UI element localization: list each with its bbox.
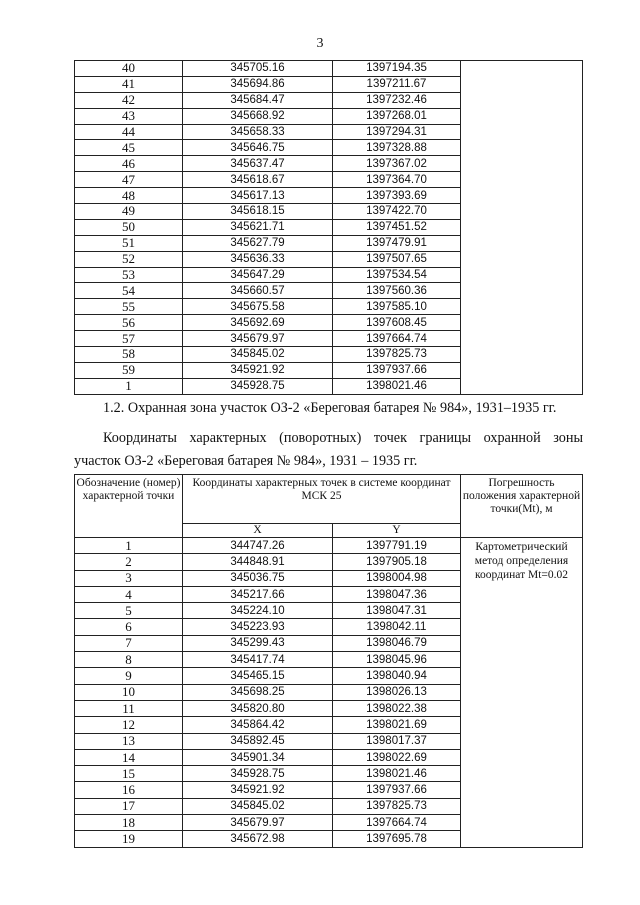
point-number: 48 [75, 188, 183, 204]
coord-y: 1397560.36 [333, 283, 461, 299]
coord-y: 1398021.69 [333, 717, 461, 733]
point-number: 47 [75, 172, 183, 188]
coord-x: 345647.29 [183, 267, 333, 283]
coord-y: 1397937.66 [333, 362, 461, 378]
coord-y: 1397585.10 [333, 299, 461, 315]
page-number: 3 [316, 36, 324, 51]
coord-y: 1397905.18 [333, 554, 461, 570]
point-number: 57 [75, 331, 183, 347]
coord-x: 345223.93 [183, 619, 333, 635]
coord-y: 1397825.73 [333, 798, 461, 814]
point-number: 1 [75, 378, 183, 394]
coord-y: 1397232.46 [333, 92, 461, 108]
point-number: 10 [75, 684, 183, 700]
point-number: 56 [75, 315, 183, 331]
coord-y: 1398022.38 [333, 700, 461, 716]
coordinates-table-continued [74, 60, 583, 395]
coord-x: 345617.13 [183, 188, 333, 204]
point-number: 18 [75, 815, 183, 831]
coord-x: 344848.91 [183, 554, 333, 570]
point-number: 3 [75, 570, 183, 586]
coord-x: 345928.75 [183, 766, 333, 782]
coord-y: 1397422.70 [333, 204, 461, 220]
point-number: 43 [75, 108, 183, 124]
coord-y: 1397393.69 [333, 188, 461, 204]
coord-y: 1397211.67 [333, 76, 461, 92]
intro-text-line-1: Координаты характерных (поворотных) точек границы охранной зоны [103, 430, 583, 446]
point-number: 19 [75, 831, 183, 847]
coord-x: 345618.67 [183, 172, 333, 188]
header-coordinates: Координаты характерных точек в системе координат МСК 25 [183, 475, 461, 524]
coord-x: 345621.71 [183, 219, 333, 235]
point-number: 42 [75, 92, 183, 108]
point-number: 53 [75, 267, 183, 283]
header-x: X [183, 524, 333, 538]
coord-x: 345465.15 [183, 668, 333, 684]
coord-x: 345928.75 [183, 378, 333, 394]
header-y: Y [333, 524, 461, 538]
coord-y: 1398022.69 [333, 749, 461, 765]
coord-x: 345845.02 [183, 798, 333, 814]
point-number: 5 [75, 603, 183, 619]
coord-y: 1397479.91 [333, 235, 461, 251]
point-number: 52 [75, 251, 183, 267]
point-number: 6 [75, 619, 183, 635]
header-designation: Обозначение (номер) характерной точки [75, 475, 183, 538]
coord-y: 1397534.54 [333, 267, 461, 283]
coord-x: 345921.92 [183, 362, 333, 378]
coord-x: 345217.66 [183, 586, 333, 602]
coord-y: 1397608.45 [333, 315, 461, 331]
coord-y: 1398040.94 [333, 668, 461, 684]
table-row [75, 61, 583, 77]
coord-y: 1398045.96 [333, 652, 461, 668]
coord-x: 345637.47 [183, 156, 333, 172]
point-number: 51 [75, 235, 183, 251]
coord-y: 1398021.46 [333, 766, 461, 782]
coord-x: 345705.16 [183, 61, 333, 77]
coord-x: 345636.33 [183, 251, 333, 267]
coord-x: 345299.43 [183, 635, 333, 651]
coord-y: 1398021.46 [333, 378, 461, 394]
coord-x: 345627.79 [183, 235, 333, 251]
point-number: 59 [75, 362, 183, 378]
coord-y: 1398017.37 [333, 733, 461, 749]
coord-x: 345675.58 [183, 299, 333, 315]
coord-x: 345036.75 [183, 570, 333, 586]
coord-x: 345658.33 [183, 124, 333, 140]
coord-x: 345684.47 [183, 92, 333, 108]
point-number: 9 [75, 668, 183, 684]
point-number: 14 [75, 749, 183, 765]
coord-y: 1397367.02 [333, 156, 461, 172]
point-number: 11 [75, 700, 183, 716]
coordinates-table-oz2 [74, 474, 583, 848]
coord-y: 1398046.79 [333, 635, 461, 651]
coord-x: 345921.92 [183, 782, 333, 798]
point-number: 8 [75, 652, 183, 668]
table-row [75, 538, 583, 554]
coord-y: 1397451.52 [333, 219, 461, 235]
point-number: 7 [75, 635, 183, 651]
coord-y: 1397268.01 [333, 108, 461, 124]
point-number: 49 [75, 204, 183, 220]
coord-x: 345845.02 [183, 347, 333, 363]
point-number: 50 [75, 219, 183, 235]
coord-x: 345618.15 [183, 204, 333, 220]
coord-x: 344747.26 [183, 538, 333, 554]
method-note: Картометрический метод определения координат Mt=0.02 [461, 538, 583, 848]
coord-y: 1397791.19 [333, 538, 461, 554]
coord-y: 1398042.11 [333, 619, 461, 635]
coord-y: 1398047.36 [333, 586, 461, 602]
point-number: 17 [75, 798, 183, 814]
coord-y: 1397695.78 [333, 831, 461, 847]
point-number: 2 [75, 554, 183, 570]
point-number: 40 [75, 61, 183, 77]
point-number: 45 [75, 140, 183, 156]
coord-y: 1397194.35 [333, 61, 461, 77]
point-number: 15 [75, 766, 183, 782]
coord-x: 345901.34 [183, 749, 333, 765]
coord-x: 345679.97 [183, 815, 333, 831]
coord-x: 345698.25 [183, 684, 333, 700]
point-number: 1 [75, 538, 183, 554]
coord-y: 1398026.13 [333, 684, 461, 700]
coord-y: 1398047.31 [333, 603, 461, 619]
coord-x: 345679.97 [183, 331, 333, 347]
coord-x: 345417.74 [183, 652, 333, 668]
point-number: 13 [75, 733, 183, 749]
coord-x: 345224.10 [183, 603, 333, 619]
coord-y: 1397664.74 [333, 331, 461, 347]
coord-y: 1397664.74 [333, 815, 461, 831]
point-number: 41 [75, 76, 183, 92]
header-error: Погрешность положения характерной точки(Mt), м [461, 475, 583, 538]
coord-x: 345692.69 [183, 315, 333, 331]
coord-x: 345864.42 [183, 717, 333, 733]
coord-y: 1397825.73 [333, 347, 461, 363]
point-number: 54 [75, 283, 183, 299]
coord-x: 345646.75 [183, 140, 333, 156]
coord-x: 345892.45 [183, 733, 333, 749]
coord-x: 345668.92 [183, 108, 333, 124]
coord-x: 345694.86 [183, 76, 333, 92]
point-number: 46 [75, 156, 183, 172]
point-number: 55 [75, 299, 183, 315]
point-number: 16 [75, 782, 183, 798]
coord-y: 1398004.98 [333, 570, 461, 586]
point-number: 4 [75, 586, 183, 602]
coord-y: 1397937.66 [333, 782, 461, 798]
point-number: 58 [75, 347, 183, 363]
coord-y: 1397364.70 [333, 172, 461, 188]
intro-text-line-2: участок ОЗ-2 «Береговая батарея № 984», 1931 – 1935 гг. [74, 453, 418, 469]
coord-x: 345672.98 [183, 831, 333, 847]
coord-y: 1397328.88 [333, 140, 461, 156]
section-heading: 1.2. Охранная зона участок ОЗ-2 «Береговая батарея № 984», 1931–1935 гг. [103, 400, 557, 416]
point-number: 44 [75, 124, 183, 140]
coord-x: 345820.80 [183, 700, 333, 716]
coord-y: 1397294.31 [333, 124, 461, 140]
coord-x: 345660.57 [183, 283, 333, 299]
empty-note-cell [461, 61, 583, 395]
coord-y: 1397507.65 [333, 251, 461, 267]
point-number: 12 [75, 717, 183, 733]
